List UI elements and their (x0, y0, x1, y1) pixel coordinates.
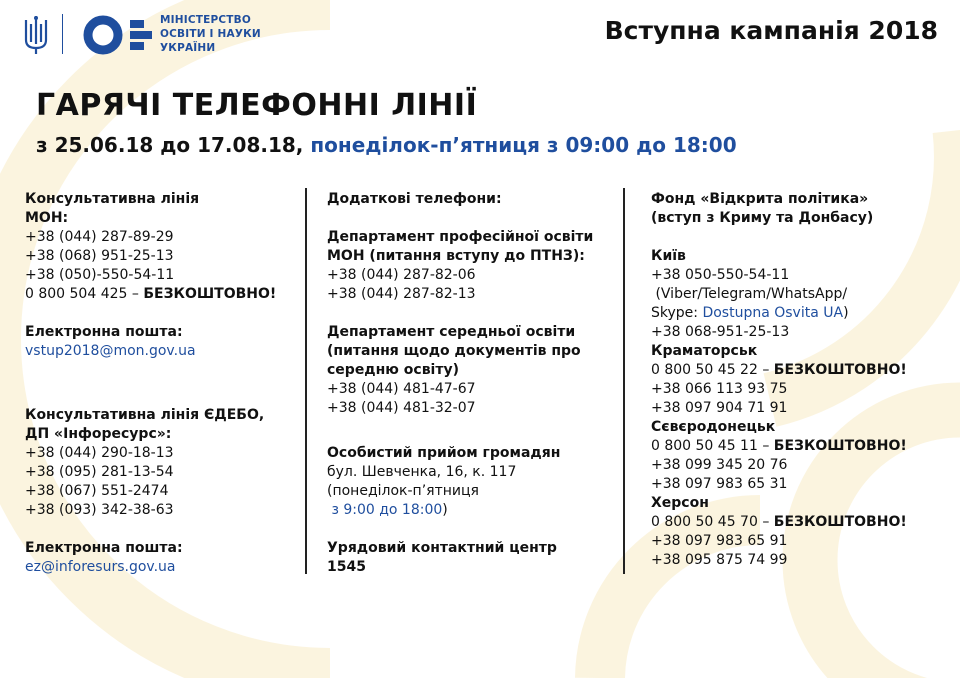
free-badge: БЕЗКОШТОВНО! (773, 438, 907, 454)
email2-label: Електронна пошта: (25, 540, 183, 556)
kramatorsk-free-number[interactable]: 0 800 50 45 22 – (651, 362, 770, 378)
ministry-line2: ОСВІТИ І НАУКИ (160, 28, 261, 40)
kherson-free-number[interactable]: 0 800 50 45 70 – (651, 514, 770, 530)
city-sievierodonetsk: Сєвєродонецьк (651, 419, 776, 435)
column-additional (327, 190, 612, 577)
column-open-policy (651, 190, 951, 570)
kherson-free-line (651, 513, 951, 532)
kyiv-messengers-text: (Viber/Telegram/WhatsApp/ (655, 286, 848, 302)
kyiv-messengers (651, 285, 951, 304)
skype-name[interactable]: Dostupna Osvita UA (702, 305, 844, 321)
fund-heading-2: (вступ з Криму та Донбасу) (651, 210, 874, 226)
schedule-line (36, 133, 737, 157)
edebo-phone[interactable]: +38 (095) 281-13-54 (25, 464, 174, 480)
dept2-line1: Департамент середньої освіти (327, 324, 576, 340)
skype-close: ) (843, 305, 849, 321)
sievierodonetsk-phone[interactable]: +38 099 345 20 76 (651, 457, 788, 473)
reception-hours: з 9:00 до 18:00 (331, 502, 443, 518)
dept2-line2: (питання щодо документів про (327, 343, 581, 359)
ministry-line1: МІНІСТЕРСТВО (160, 14, 251, 26)
skype-label: Skype: (651, 305, 698, 321)
reception-close: ) (442, 502, 448, 518)
mon-heading-1: Консультативна лінія (25, 191, 200, 207)
reception-heading: Особистий прийом громадян (327, 445, 561, 461)
edebo-heading-2: ДП «Інфоресурс»: (25, 426, 172, 442)
mon-email-link[interactable]: vstup2018@mon.gov.ua (25, 343, 196, 359)
kramatorsk-phone[interactable]: +38 066 113 93 75 (651, 381, 788, 397)
dept2-phone[interactable]: +38 (044) 481-47-67 (327, 381, 476, 397)
campaign-title: Вступна кампанія 2018 (604, 16, 938, 45)
kyiv-phone[interactable]: +38 068-951-25-13 (651, 324, 790, 340)
trident-icon (22, 14, 50, 56)
gov-center-number[interactable]: 1545 (327, 559, 366, 575)
free-badge: БЕЗКОШТОВНО! (773, 362, 907, 378)
fund-heading-1: Фонд «Відкрита політика» (651, 191, 869, 207)
working-hours: понеділок-п’ятниця з 09:00 до 18:00 (310, 133, 737, 157)
ministry-line3: УКРАЇНИ (160, 42, 216, 54)
page-title: ГАРЯЧІ ТЕЛЕФОННІ ЛІНІЇ (36, 88, 478, 123)
kramatorsk-free-line (651, 361, 951, 380)
mon-phone[interactable]: +38 (050)-550-54-11 (25, 267, 175, 283)
kherson-phone[interactable]: +38 095 875 74 99 (651, 552, 788, 568)
mon-free-number[interactable]: 0 800 504 425 – (25, 286, 139, 302)
edebo-phone[interactable]: +38 (044) 290-18-13 (25, 445, 174, 461)
reception-days: (понеділок-п’ятниця (327, 483, 479, 499)
edebo-phone[interactable]: +38 (093) 342-38-63 (25, 502, 174, 518)
mon-phone[interactable]: +38 (044) 287-89-29 (25, 229, 174, 245)
dept2-line3: середню освіту) (327, 362, 459, 378)
kherson-phone[interactable]: +38 097 983 65 91 (651, 533, 788, 549)
email-label: Електронна пошта: (25, 324, 183, 340)
dept1-phone[interactable]: +38 (044) 287-82-13 (327, 286, 476, 302)
edebo-email-link[interactable]: ez@inforesurs.gov.ua (25, 559, 176, 575)
city-kherson: Херсон (651, 495, 709, 511)
kramatorsk-phone[interactable]: +38 097 904 71 91 (651, 400, 788, 416)
column-divider (623, 188, 625, 574)
mon-heading-2: МОН: (25, 210, 69, 226)
header-divider (62, 14, 63, 54)
free-badge: БЕЗКОШТОВНО! (143, 286, 277, 302)
kyiv-phone[interactable]: +38 050-550-54-11 (651, 267, 790, 283)
dept2-phone[interactable]: +38 (044) 481-32-07 (327, 400, 476, 416)
edebo-phone[interactable]: +38 (067) 551-2474 (25, 483, 169, 499)
reception-address: бул. Шевченка, 16, к. 117 (327, 464, 517, 480)
column-mon (25, 190, 300, 577)
sievierodonetsk-phone[interactable]: +38 097 983 65 31 (651, 476, 788, 492)
date-period: з 25.06.18 до 17.08.18, (36, 133, 304, 157)
gov-center-line1: Урядовий контактний центр (327, 540, 557, 556)
ministry-logo-icon (82, 14, 124, 56)
city-kyiv: Київ (651, 248, 686, 264)
mon-free-line (25, 285, 300, 304)
ministry-logo-bars-icon (130, 14, 152, 56)
sievierodonetsk-free-line (651, 437, 951, 456)
city-kramatorsk: Краматорськ (651, 343, 758, 359)
ministry-name (160, 13, 280, 55)
dept1-line2: МОН (питання вступу до ПТНЗ): (327, 248, 585, 264)
reception-hours-line (327, 501, 612, 520)
sievierodonetsk-free-number[interactable]: 0 800 50 45 11 – (651, 438, 770, 454)
kyiv-skype (651, 304, 951, 323)
column-divider (305, 188, 307, 574)
edebo-heading-1: Консультативна лінія ЄДЕБО, (25, 407, 265, 423)
dept1-phone[interactable]: +38 (044) 287-82-06 (327, 267, 476, 283)
free-badge: БЕЗКОШТОВНО! (773, 514, 907, 530)
mon-phone[interactable]: +38 (068) 951-25-13 (25, 248, 174, 264)
header (0, 0, 960, 70)
dept1-line1: Департамент професійної освіти (327, 229, 594, 245)
additional-heading: Додаткові телефони: (327, 191, 502, 207)
